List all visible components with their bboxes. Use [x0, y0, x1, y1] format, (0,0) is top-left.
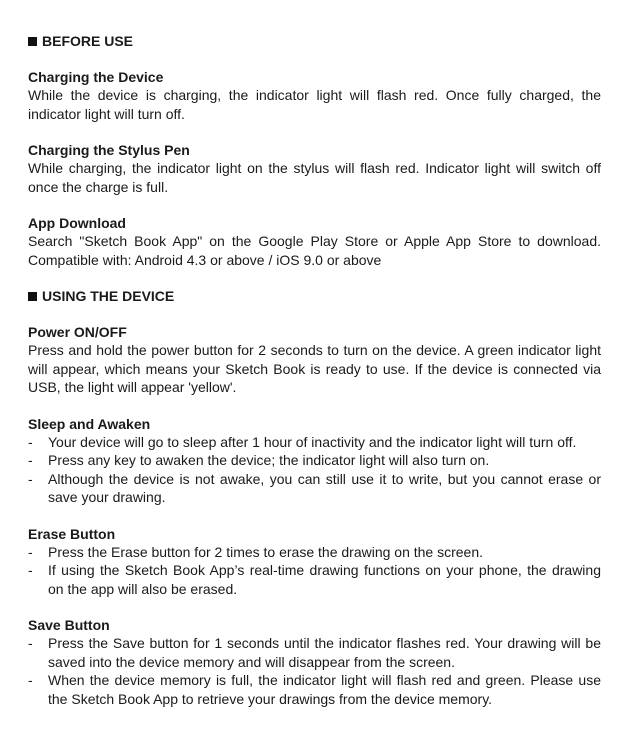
- bullet-list: [28, 543, 601, 599]
- dash-bullet: -: [28, 470, 33, 487]
- list-item-text: Press any key to awaken the device; the indicator light will also turn on.: [48, 452, 490, 468]
- list-item: [28, 561, 601, 598]
- subsection-text: While charging, the indicator light on the stylus will flash red. Indicator light will switch off once the charge is full.: [28, 160, 601, 195]
- dash-bullet: -: [28, 562, 33, 578]
- dash-bullet: -: [28, 543, 33, 560]
- section-title: USING THE DEVICE: [42, 288, 175, 304]
- list-item-text: Press the Save button for 1 seconds until the indicator flashes red. Your drawing will be saved into the device memory and will disappear from the screen.: [48, 635, 601, 670]
- subsection-text: While the device is charging, the indicator light will flash red. Once fully charged, the indicator light will turn off.: [28, 87, 601, 122]
- list-item: [28, 543, 601, 562]
- list-item-text: Press the Erase button for 2 times to erase the drawing on the screen.: [48, 543, 484, 560]
- dash-bullet: -: [28, 433, 33, 450]
- square-bullet-icon: [28, 37, 37, 46]
- list-item-text: Although the device is not awake, you can still use it to write, but you cannot erase or save your drawing.: [48, 470, 601, 505]
- dash-bullet: -: [28, 452, 33, 468]
- subsection-title: Erase Button: [28, 525, 116, 542]
- list-item-text: When the device memory is full, the indicator light will flash red and green. Please use the Sketch Book App to retrieve your drawings from the device memory.: [48, 672, 601, 707]
- list-item: [28, 671, 601, 708]
- subsection-sleep: [28, 415, 601, 507]
- subsection-save: [28, 616, 601, 708]
- subsection-title: Power ON/OFF: [28, 324, 127, 340]
- subsection-title: App Download: [28, 215, 126, 231]
- section-heading-before-use: [28, 32, 601, 50]
- list-item: [28, 433, 601, 452]
- subsection-erase: [28, 525, 601, 599]
- dash-bullet: -: [28, 672, 33, 688]
- subsection-text: Press and hold the power button for 2 seconds to turn on the device. A green indicator light will appear, which means your Sketch Book is ready to use. If the device is connected via USB, the light will appear 'yellow'.: [28, 342, 601, 395]
- dash-bullet: -: [28, 635, 33, 651]
- subsection-power: [28, 323, 601, 397]
- list-item: [28, 451, 601, 470]
- subsection-title: Sleep and Awaken: [28, 415, 151, 432]
- bullet-list: [28, 634, 601, 708]
- bullet-list: [28, 433, 601, 507]
- square-bullet-icon: [28, 292, 37, 301]
- subsection-charging-device: [28, 68, 601, 123]
- subsection-title: Save Button: [28, 617, 110, 633]
- subsection-app-download: [28, 214, 601, 269]
- subsection-charging-stylus: [28, 141, 601, 196]
- list-item: [28, 634, 601, 671]
- list-item-text: Your device will go to sleep after 1 hour of inactivity and the indicator light will turn off.: [48, 433, 577, 450]
- section-heading-using-device: [28, 287, 601, 305]
- subsection-text: Search "Sketch Book App" on the Google Play Store or Apple App Store to download. Compatible with: Android 4.3 or above / iOS 9.0 or above: [28, 233, 601, 268]
- subsection-title: Charging the Device: [28, 69, 164, 85]
- list-item-text: If using the Sketch Book App’s real-time drawing functions on your phone, the drawing on the app will also be erased.: [48, 562, 601, 597]
- section-title: BEFORE USE: [42, 33, 134, 49]
- list-item: [28, 470, 601, 507]
- subsection-title: Charging the Stylus Pen: [28, 142, 190, 158]
